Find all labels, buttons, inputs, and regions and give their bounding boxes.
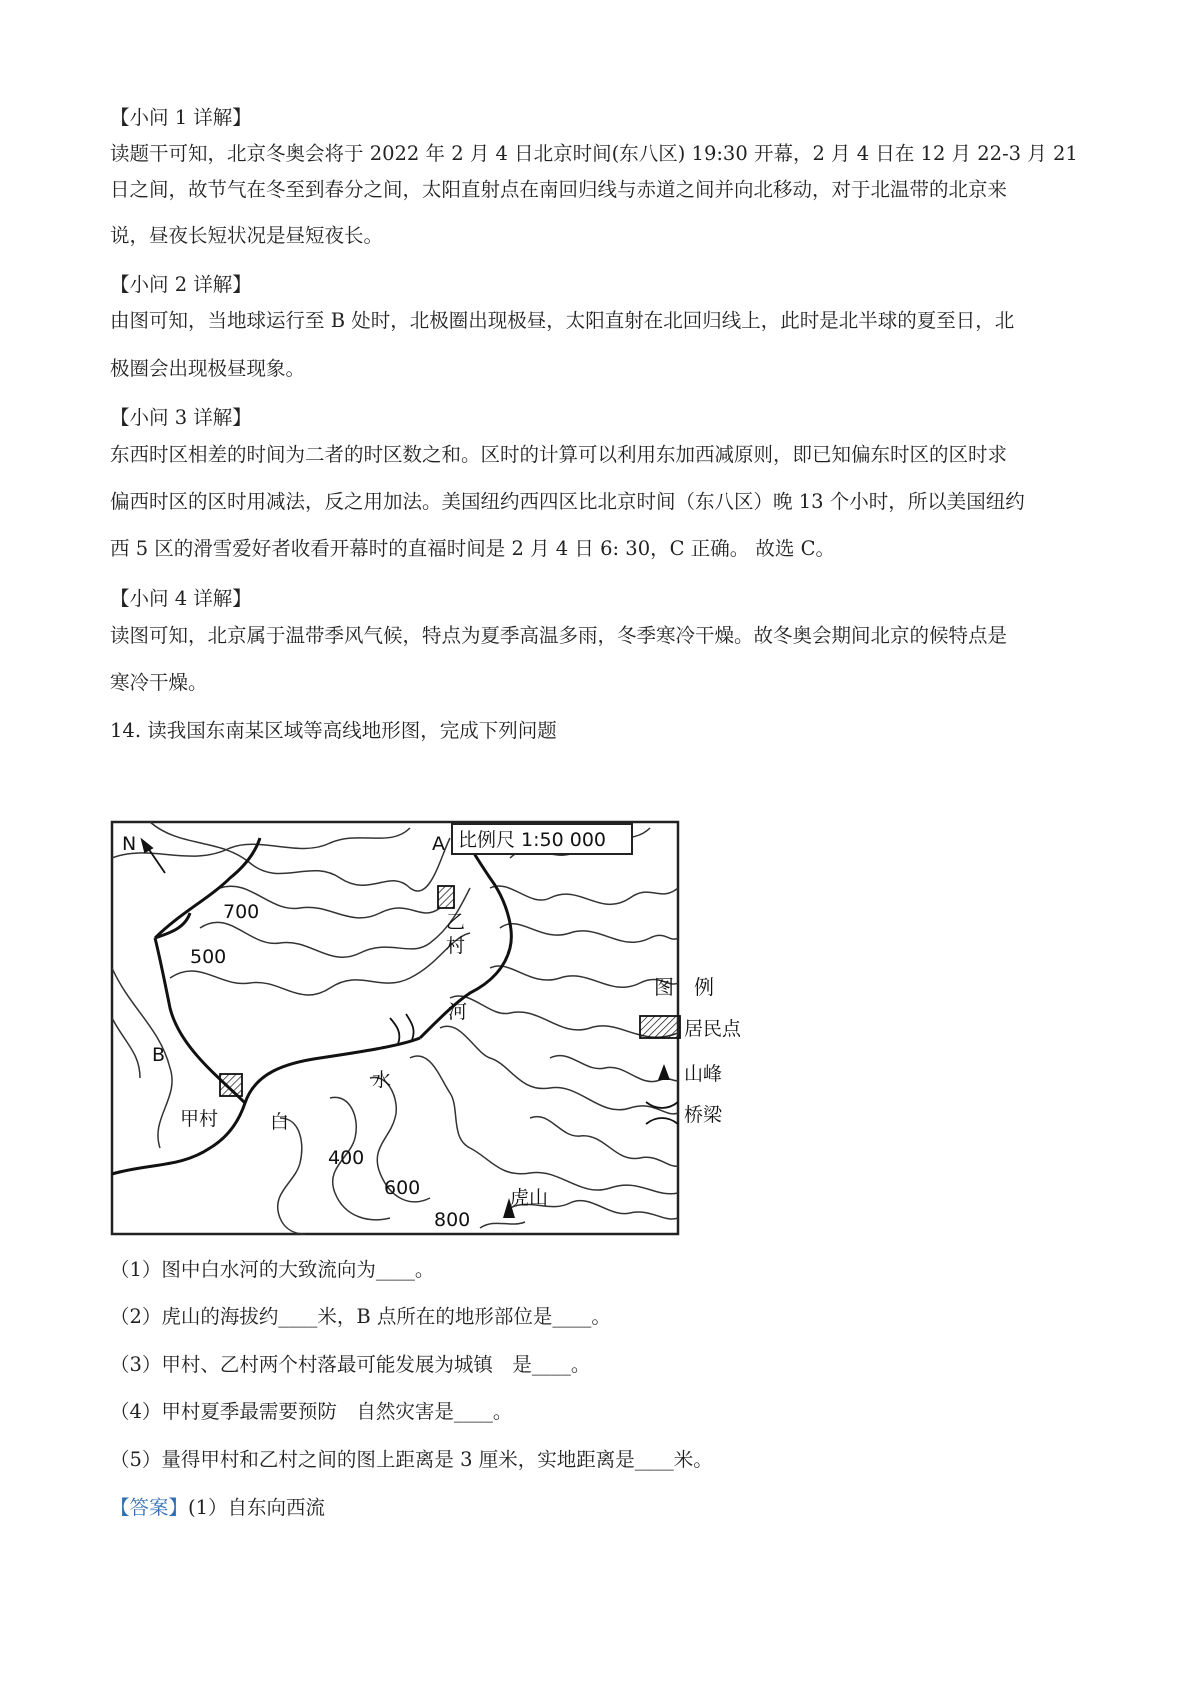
question-item-3: （3）甲村、乙村两个村落最可能发展为城镇 是____。 [110,1353,591,1376]
contour-map-figure [110,818,830,1238]
contour-label-400: 400 [328,1147,365,1169]
river-char-2: 水 [372,1069,392,1091]
section-2-line-1: 由图可知，当地球运行至 B 处时，北极圈出现极昼，太阳直射在北回归线上，此时是北半球的夏至日，北 [110,309,1015,332]
river-char-3: 河 [448,1001,468,1023]
contour-label-700: 700 [223,901,260,923]
yi-village-settlement-icon [438,886,454,908]
section-1-line-3: 说，昼夜长短状况是昼短夜长。 [110,224,384,247]
point-a-label: A [432,833,445,855]
answer-line [110,1494,325,1522]
section-3-line-2: 偏西时区的区时用减法，反之用加法。美国纽约西四区比北京时间（东八区）晚 13 个小时，所以美国纽约 [110,490,1025,513]
section-4-line-1: 读图可知，北京属于温带季风气候，特点为夏季高温多雨，冬季寒冷干燥。故冬奥会期间北京的候特点是 [110,624,1008,647]
section-1-line-2: 日之间，故节气在冬至到春分之间，太阳直射点在南回归线与赤道之间并向北移动，对于北温带的北京来 [110,178,1008,201]
section-4-heading: 【小问 4 详解】 [110,587,252,610]
answer-text: (1）自东向西流 [188,1496,326,1519]
contour-label-800: 800 [434,1209,471,1231]
legend-bridge-label: 桥梁 [684,1104,723,1126]
section-2-line-2: 极圈会出现极昼现象。 [110,357,306,380]
map-frame [112,822,678,1234]
section-1-heading: 【小问 1 详解】 [110,106,252,129]
answer-tag: 【答案】 [110,1496,189,1519]
scale-label: 比例尺 1:50 000 [458,829,607,851]
legend-settlement-icon [640,1016,680,1038]
question-item-5: （5）量得甲村和乙村之间的图上距离是 3 厘米，实地距离是____米。 [110,1448,713,1471]
section-1-line-1: 读题干可知，北京冬奥会将于 2022 年 2 月 4 日北京时间(东八区) 19:30 开幕，2 月 4 日在 12 月 22-3 月 21 [110,142,1078,165]
jia-village-settlement-icon [220,1074,242,1096]
legend-settlement-label: 居民点 [684,1018,742,1040]
section-2-heading: 【小问 2 详解】 [110,273,252,296]
jia-village-label: 甲村 [180,1108,219,1130]
question-item-2: （2）虎山的海拔约____米，B 点所在的地形部位是____。 [110,1305,611,1328]
tiger-mountain-label: 虎山 [510,1187,549,1209]
question-title: 14. 读我国东南某区域等高线地形图，完成下列问题 [110,719,557,742]
section-3-line-1: 东西时区相差的时间为二者的时区数之和。区时的计算可以利用东加西减原则，即已知偏东时区的区时求 [110,443,1008,466]
section-4-line-2: 寒冷干燥。 [110,671,208,694]
contour-label-600: 600 [384,1177,421,1199]
question-item-1: （1）图中白水河的大致流向为____。 [110,1258,435,1281]
question-item-4: （4）甲村夏季最需要预防 自然灾害是____。 [110,1400,513,1423]
legend-peak-label: 山峰 [684,1063,723,1085]
river-char-1: 白 [270,1111,290,1133]
section-3-heading: 【小问 3 详解】 [110,406,252,429]
contour-label-500: 500 [190,946,227,968]
section-3-line-3: 西 5 区的滑雪爱好者收看开幕时的直福时间是 2 月 4 日 6: 30，C 正确。 故选 C。 [110,537,836,560]
point-b-label: B [152,1044,166,1066]
yi-village-label: 乙 村 [446,911,466,957]
north-label: N [122,833,137,855]
legend-title: 图 例 [654,975,714,999]
